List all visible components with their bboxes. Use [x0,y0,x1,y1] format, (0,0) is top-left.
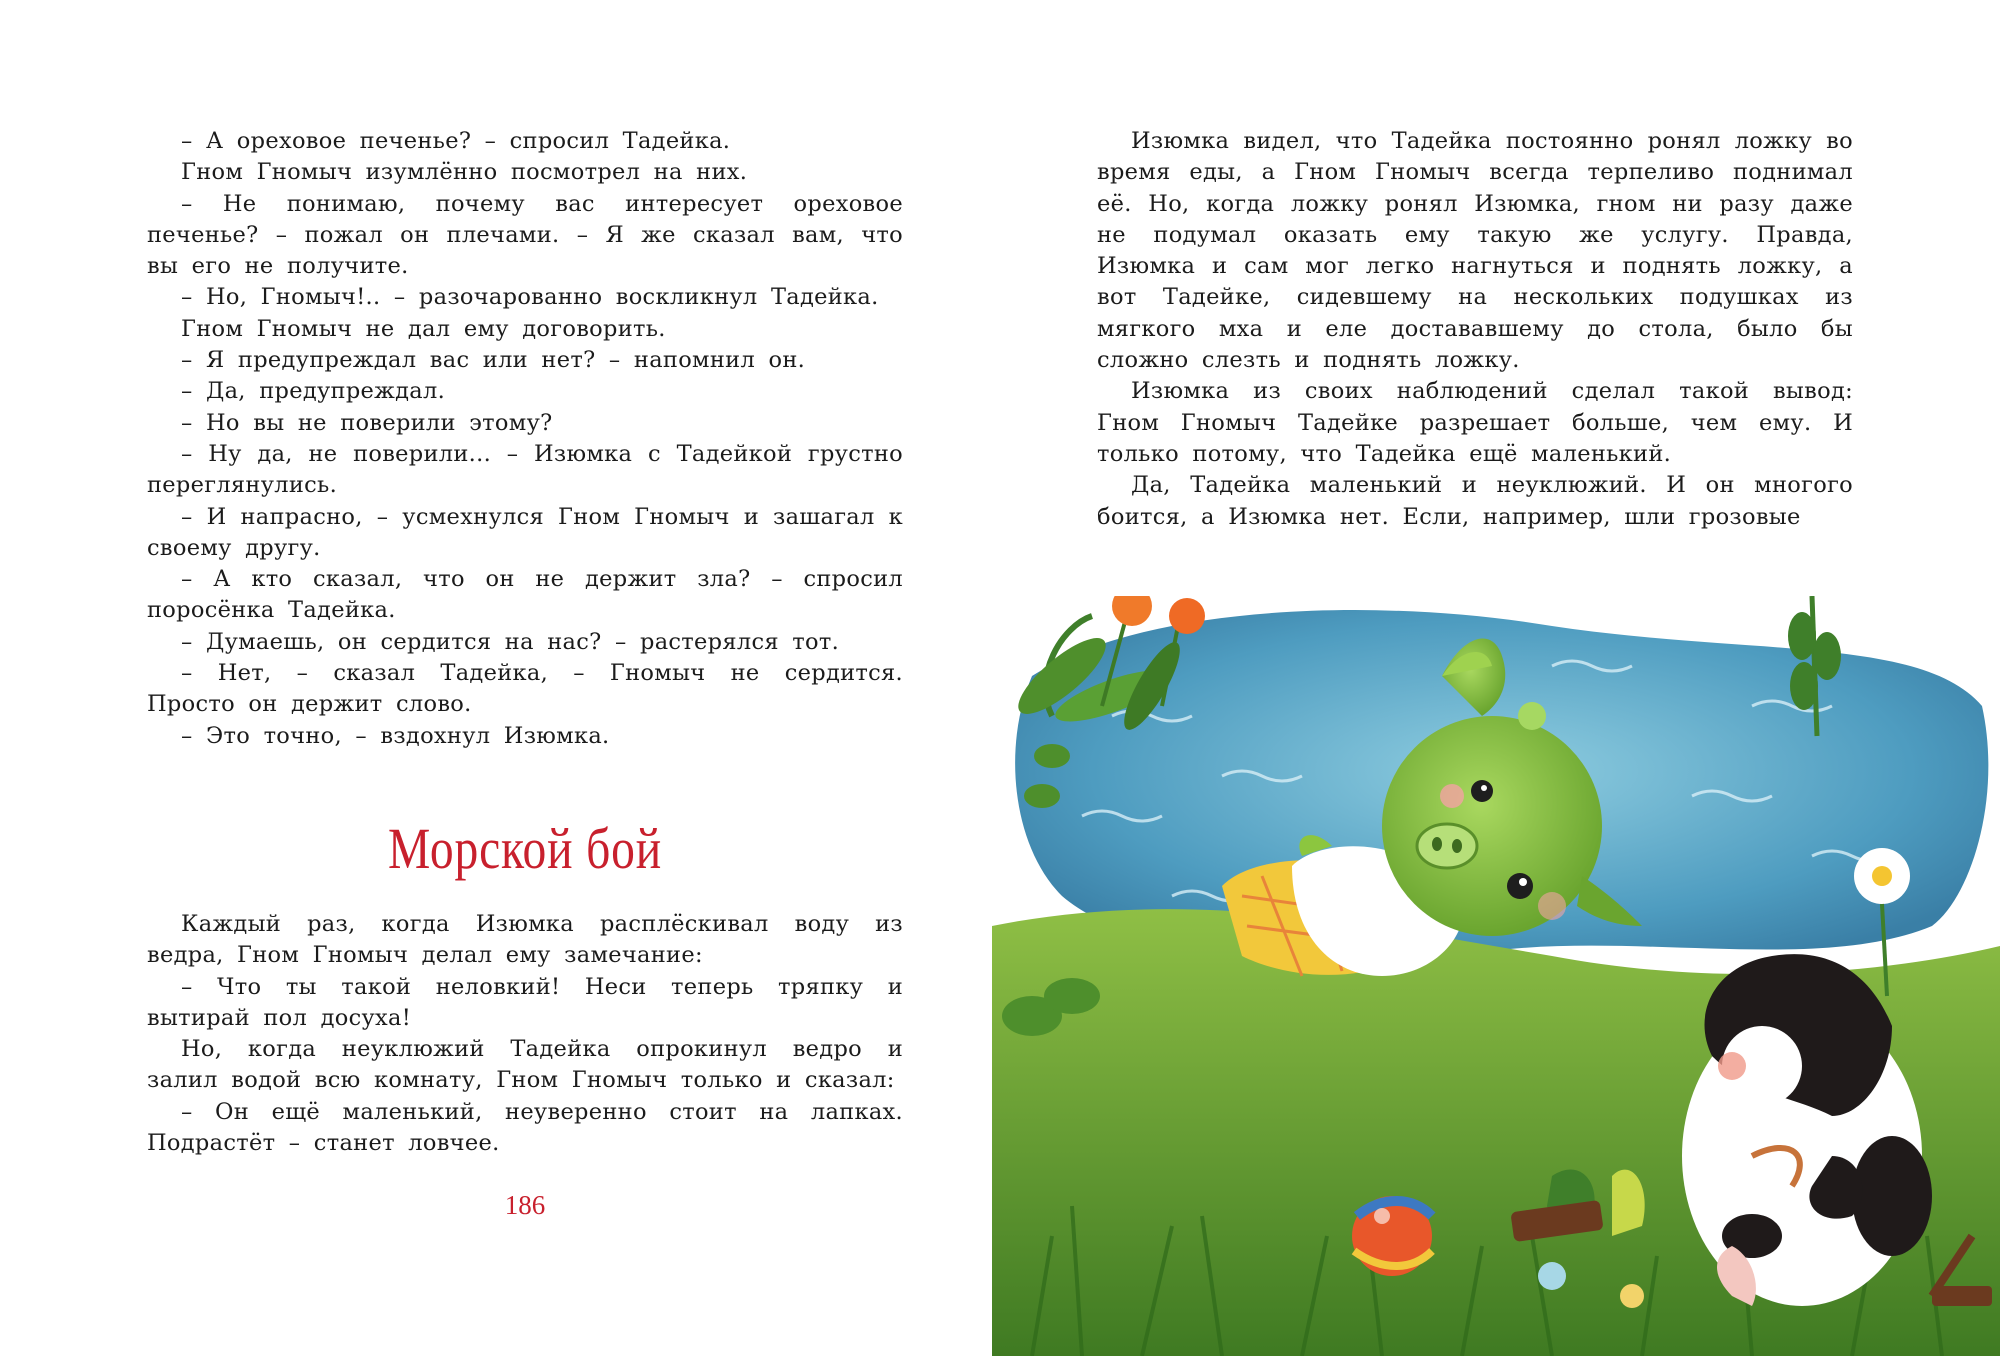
paragraph: Изюмка из своих наблюдений сделал такой вывод: Гном Гномыч Тадейке разрешает больше, чем ему. И только потому, что Тадейка ещё маленький. [1097,378,1853,467]
paragraph: – Ну да, не поверили... – Изюмка с Тадейкой грустно переглянулись. [147,440,903,499]
paragraph: – Что ты такой неловкий! Неси теперь тряпку и вытирай пол досуха! [147,973,903,1031]
paragraph: – И напрасно, – усмехнулся Гном Гномыч и зашагал к своему другу. [147,503,903,561]
paragraph: – Нет, – сказал Тадейка, – Гномыч не сердится. Просто он держит слово. [147,660,903,718]
page-number: 186 [504,1190,546,1220]
paragraph: – Я предупреждал вас или нет? – напомнил он. [181,347,806,374]
paragraph: Гном Гномыч изумлённо посмотрел на них. [181,159,748,186]
paragraph: – Но, Гномыч!.. – разочарованно воскликнул Тадейка. [181,284,879,311]
left-text-bottom [147,909,903,1159]
pond-illustration-icon [992,596,2000,1356]
paragraph: – Это точно, – вздохнул Изюмка. [181,722,610,749]
paragraph: Но, когда неуклюжий Тадейка опрокинул ведро и залил водой всю комнату, Гном Гномыч только и сказал: [147,1036,903,1094]
left-text-top [147,126,903,752]
paragraph: Гном Гномыч не дал ему договорить. [181,315,666,342]
chapter-title: Морской бой [387,816,663,881]
paragraph: Каждый раз, когда Изюмка расплёскивал воду из ведра, Гном Гномыч делал ему замечание: [147,911,903,969]
paragraph: – А ореховое печенье? – спросил Тадейка. [181,128,731,154]
right-text [1097,126,1853,533]
paragraph: – Думаешь, он сердится на нас? – растерялся тот. [181,628,840,655]
paragraph: – Да, предупреждал. [181,378,446,405]
paragraph: Да, Тадейка маленький и неуклюжий. И он многого боится, а Изюмка нет. Если, например, шли грозовые [1097,472,1853,530]
paragraph: Изюмка видел, что Тадейка постоянно ронял ложку во время еды, а Гном Гномыч всегда терпеливо поднимал её. Но, когда ложку ронял Изюмка, гном ни разу даже не подумал оказать ему такую же услугу. Правда, Изюмка и сам мог легко нагнуться и поднять ложку, а вот Тадейке, сидевшему на нескольких подушках из мягкого мха и еле достававшему до стола, было бы сложно слезть и поднять ложку. [1097,128,1853,374]
right-page [1000,0,2000,1356]
paragraph: – А кто сказал, что он не держит зла? – спросил поросёнка Тадейка. [147,566,903,624]
paragraph: – Не понимаю, почему вас интересует ореховое печенье? – пожал он плечами. – Я же сказал вам, что вы его не получите. [147,190,903,280]
paragraph: – Он ещё маленький, неуверенно стоит на лапках. Подрастёт – станет ловчее. [147,1098,903,1157]
paragraph: – Но вы не поверили этому? [181,409,553,436]
